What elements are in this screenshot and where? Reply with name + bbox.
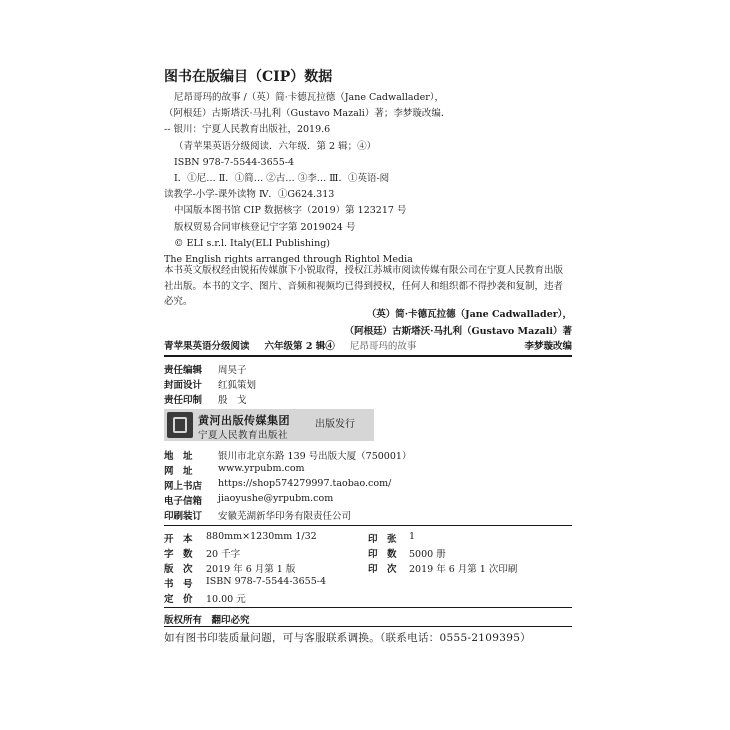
publisher-name: 宁夏人民教育出版社 [198,430,289,441]
publisher-logo [164,409,312,441]
divider [164,626,572,627]
contact-label: 网上书店 [164,481,203,492]
spec-value: 2019 年 6 月第 1 次印刷 [409,564,518,575]
cip-line: -- 银川：宁夏人民教育出版社，2019.6 [164,124,331,136]
rights-notice: 版权所有 翻印必究 [164,615,250,626]
cip-line: 中国版本图书馆 CIP 数据核字（2019）第 123217 号 [174,205,407,217]
author-line: （阿根廷）古斯塔沃·马扎利（Gustavo Mazali）著 [344,326,572,337]
author-line: （英）简·卡德瓦拉德（Jane Cadwallader）， [366,309,572,320]
spec-value: 5000 册 [409,549,446,560]
spec-label: 印 次 [368,564,397,575]
series-line [164,338,416,352]
cip-line: Ⅰ．①尼… Ⅱ．①简… ②古… ③李… Ⅲ．①英语-阅 [174,172,390,184]
price: 10.00 元 [206,594,246,605]
staff-value: 殷 戈 [218,395,247,406]
divider [164,607,572,608]
contact-label: 地 址 [164,451,193,462]
license-notice: 本书英文版权经由锐拓传媒旗下小锐取得，授权江苏城市阅读传媒有限公司在宁夏人民教育出版社出版。本书的文字、图片、音频和视频均已得到授权，任何人和组织都不得抄袭和复制，违者必究。 [164,265,564,307]
contact-label: 网 址 [164,466,193,477]
divider [164,525,572,526]
cip-line: ISBN 978-7-5544-3655-4 [174,156,294,168]
publisher-tag: 出版发行 [312,409,374,441]
cip-line: 版权贸易合同审核登记宁字第 2019024 号 [174,221,356,233]
spec-label: 开 本 [164,534,193,545]
contact-value: 银川市北京东路 139 号出版大厦（750001） [218,451,412,462]
spec-value: 20 千字 [206,549,241,560]
service-notice: 如有图书印装质量问题，可与客服联系调换。（联系电话：0555-2109395） [164,632,531,644]
spec-label: 定 价 [164,594,193,605]
online-store: https://shop574279997.taobao.com/ [218,478,392,489]
spec-value: 1 [409,531,416,542]
publisher-group: 黄河出版传媒集团 [198,414,290,427]
series-name: 青苹果英语分级阅读 [164,341,250,352]
cip-line: 读教学-小学-课外读物 Ⅳ．①G624.313 [164,189,335,201]
staff-label: 责任印制 [164,395,203,406]
cip-title: 图书在版编目（CIP）数据 [164,69,333,85]
staff-value: 周昊子 [218,365,247,376]
website: www.yrpubm.com [218,463,305,474]
spec-value: 880mm×1230mm 1/32 [206,531,317,542]
cip-line: （阿根廷）古斯塔沃·马扎利（Gustavo Mazali）著；李梦璇改编． [164,108,451,120]
cip-line: © ELI s.r.l. Italy(ELI Publishing) [174,237,330,249]
contact-label: 印刷装订 [164,511,203,522]
staff-label: 封面设计 [164,380,203,391]
cip-line: 尼昂哥玛的故事 /（英）简·卡德瓦拉德（Jane Cadwallader）， [174,92,445,103]
spec-label: 字 数 [164,549,193,560]
cip-line: The English rights arranged through Rightol Media [164,253,413,265]
contact-label: 电子信箱 [164,496,203,507]
book-title: 尼昂哥玛的故事 [349,341,417,352]
series-grade: 六年级第 2 辑④ [264,341,335,352]
staff-value: 红狐策划 [218,380,257,391]
spec-label: 版 次 [164,564,193,575]
cip-line: （青苹果英语分级阅读．六年级．第 2 辑；④） [174,140,377,152]
staff-label: 责任编辑 [164,365,203,376]
email: jiaoyushe@yrpubm.com [218,493,334,504]
spec-value: ISBN 978-7-5544-3655-4 [206,576,326,587]
divider [164,355,572,357]
cip-block [164,90,450,268]
spec-label: 书 号 [164,579,193,590]
contact-value: 安徽芜湖新华印务有限责任公司 [218,511,352,522]
spec-value: 2019 年 6 月第 1 版 [206,564,296,575]
publisher-emblem-icon [167,412,193,438]
spec-label: 印 数 [368,549,397,560]
adapter: 李梦璇改编 [524,341,572,352]
spec-label: 印 张 [368,534,397,545]
